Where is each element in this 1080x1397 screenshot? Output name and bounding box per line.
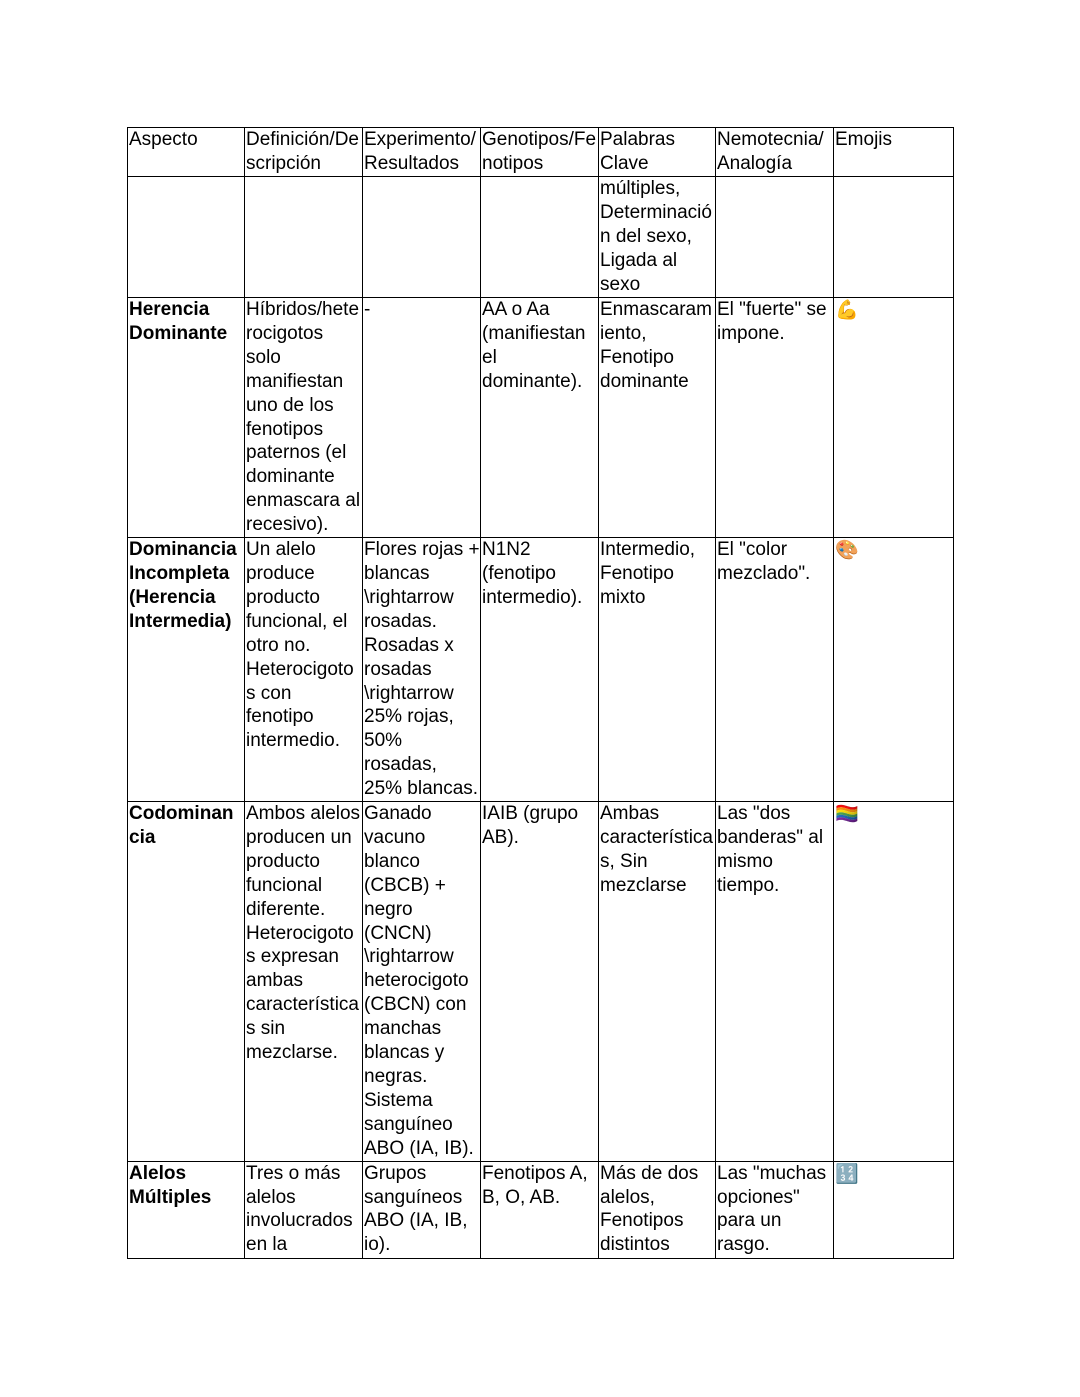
- rainbow-flag-icon: 🏳️‍🌈: [835, 804, 859, 826]
- aspect-cell: Dominancia Incompleta (Herencia Intermedia): [128, 538, 245, 802]
- definition-cell: [245, 177, 363, 298]
- header-experiment: Experimento/Resultados: [363, 128, 481, 177]
- header-keywords: Palabras Clave: [599, 128, 716, 177]
- genotypes-cell: [481, 177, 599, 298]
- definition-cell: Un alelo produce producto funcional, el otro no. Heterocigotos con fenotipo intermedio.: [245, 538, 363, 802]
- table-header-row: [128, 128, 954, 177]
- mnemonic-cell: Las "muchas opciones" para un rasgo.: [716, 1161, 834, 1258]
- input-numbers-icon: 🔢: [835, 1163, 859, 1185]
- table-row: [128, 177, 954, 298]
- experiment-cell: -: [363, 298, 481, 538]
- table-row: [128, 538, 954, 802]
- definition-cell: Ambos alelos producen un producto funcional diferente. Heterocigotos expresan ambas características sin mezclarse.: [245, 802, 363, 1162]
- experiment-cell: Ganado vacuno blanco (CBCB) + negro (CNCN) \rightarrow heterocigoto (CBCN) con manchas blancas y negras. Sistema sanguíneo ABO (IA, IB).: [363, 802, 481, 1162]
- header-aspect: Aspecto: [128, 128, 245, 177]
- genetics-summary-table: [127, 127, 954, 1259]
- genotypes-cell: AA o Aa (manifiestan el dominante).: [481, 298, 599, 538]
- table-row: [128, 802, 954, 1162]
- header-emojis: Emojis: [834, 128, 954, 177]
- keywords-cell: Más de dos alelos, Fenotipos distintos: [599, 1161, 716, 1258]
- experiment-cell: [363, 177, 481, 298]
- aspect-cell: Herencia Dominante: [128, 298, 245, 538]
- emoji-cell: [834, 802, 954, 1162]
- genotypes-cell: IAIB (grupo AB).: [481, 802, 599, 1162]
- experiment-cell: Flores rojas + blancas \rightarrow rosadas. Rosadas x rosadas \rightarrow 25% rojas, 50% rosadas, 25% blancas.: [363, 538, 481, 802]
- mnemonic-cell: Las "dos banderas" al mismo tiempo.: [716, 802, 834, 1162]
- definition-cell: Tres o más alelos involucrados en la: [245, 1161, 363, 1258]
- keywords-cell: Enmascaramiento, Fenotipo dominante: [599, 298, 716, 538]
- genotypes-cell: Fenotipos A, B, O, AB.: [481, 1161, 599, 1258]
- emoji-cell: [834, 538, 954, 802]
- definition-cell: Híbridos/heterocigotos solo manifiestan uno de los fenotipos paternos (el dominante enmascara al recesivo).: [245, 298, 363, 538]
- table-row: [128, 298, 954, 538]
- header-genotypes: Genotipos/Fenotipos: [481, 128, 599, 177]
- keywords-cell: Ambas características, Sin mezclarse: [599, 802, 716, 1162]
- header-definition: Definición/Descripción: [245, 128, 363, 177]
- table-row: [128, 1161, 954, 1258]
- emoji-cell: [834, 177, 954, 298]
- flexed-biceps-icon: 💪: [835, 300, 859, 321]
- palette-icon: 🎨: [835, 540, 859, 562]
- mnemonic-cell: El "color mezclado".: [716, 538, 834, 802]
- mnemonic-cell: El "fuerte" se impone.: [716, 298, 834, 538]
- genotypes-cell: N1N2 (fenotipo intermedio).: [481, 538, 599, 802]
- aspect-cell: Alelos Múltiples: [128, 1161, 245, 1258]
- keywords-cell: Intermedio, Fenotipo mixto: [599, 538, 716, 802]
- emoji-cell: [834, 298, 954, 538]
- mnemonic-cell: [716, 177, 834, 298]
- experiment-cell: Grupos sanguíneos ABO (IA, IB, io).: [363, 1161, 481, 1258]
- aspect-cell: Codominancia: [128, 802, 245, 1162]
- aspect-cell: [128, 177, 245, 298]
- keywords-cell: múltiples, Determinación del sexo, Ligada al sexo: [599, 177, 716, 298]
- header-mnemonic: Nemotecnia/Analogía: [716, 128, 834, 177]
- emoji-cell: [834, 1161, 954, 1258]
